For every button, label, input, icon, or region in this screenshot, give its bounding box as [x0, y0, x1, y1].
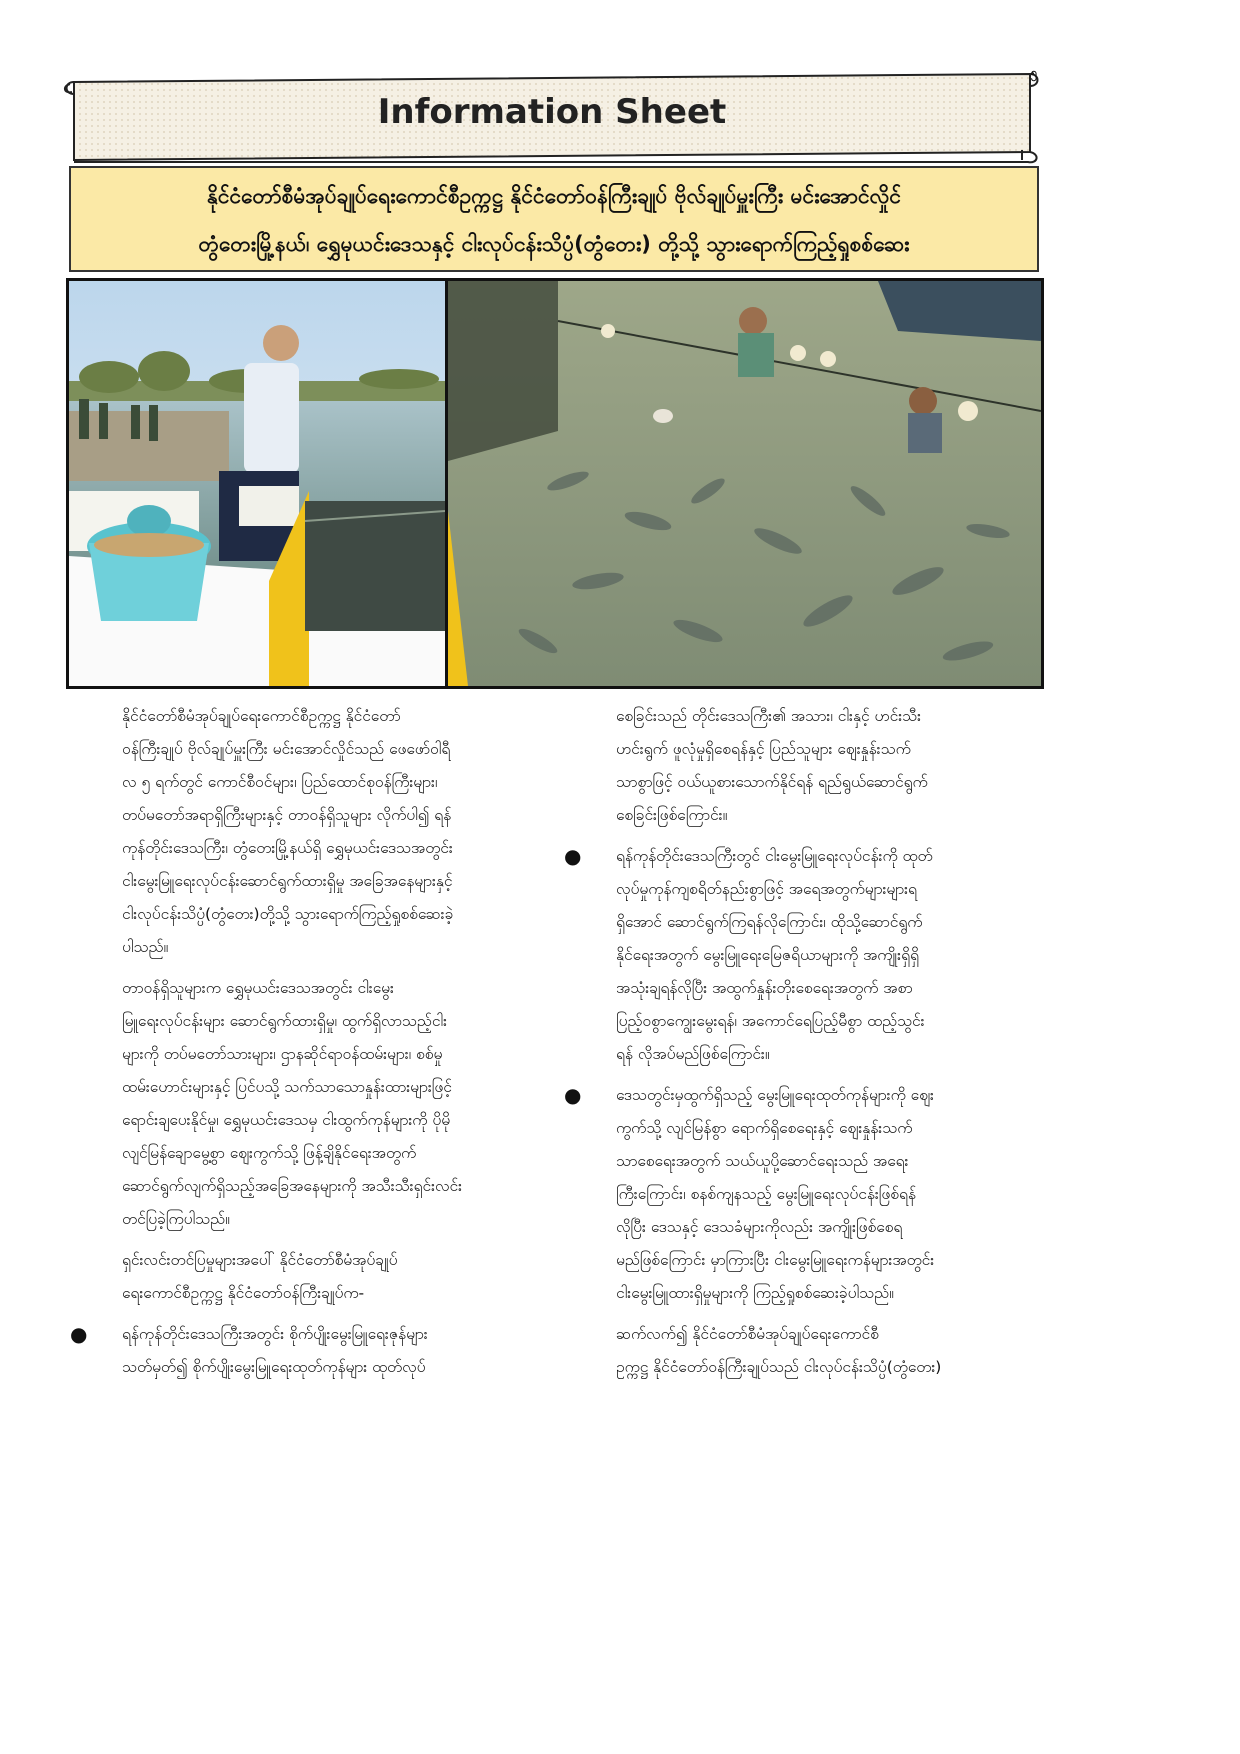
text-line: ရှိအောင် ဆောင်ရွက်ကြရန်လိုကြောင်း၊ ထိုသို့ဆောင်ရွက် — [616, 913, 923, 931]
bullet-item-2-text — [616, 840, 1038, 1071]
text-line: ဟင်းရွက် ဖူလုံမှုရှိစေရန်နှင့် ပြည်သူများ ဈေးနှုန်းသက် — [616, 740, 911, 758]
text-line: ကြီးကြောင်း၊ စနစ်ကျနသည့် မွေးမြူရေးလုပ်ငန်းဖြစ်ရန် — [616, 1185, 916, 1203]
paragraph-intro — [66, 700, 548, 964]
text-line: လ ၅ ရက်တွင် ကောင်စီဝင်များ၊ ပြည်ထောင်စုဝန်ကြီးများ၊ — [122, 773, 438, 791]
bullet-item-2 — [560, 840, 1038, 1071]
page-number: ၅ — [1030, 66, 1038, 79]
headline-line-1: နိုင်ငံတော်စီမံအုပ်ချုပ်ရေးကောင်စီဥက္ကဋ္ဌ နိုင်ငံတော်ဝန်ကြီးချုပ် ဗိုလ်ချုပ်မှူးကြီး မင်းအောင်လှိုင် — [206, 184, 901, 208]
text-line: ဆက်လက်၍ နိုင်ငံတော်စီမံအုပ်ချုပ်ရေးကောင်စီ — [616, 1325, 879, 1343]
text-line: ဆောင်ရွက်လျက်ရှိသည့်အခြေအနေများကို အသီးသီးရှင်းလင်း — [122, 1177, 463, 1195]
text-line: ရန်ကုန်တိုင်းဒေသကြီးအတွင်း စိုက်ပျိုးမွေးမြူရေးဇုန်များ — [122, 1325, 428, 1343]
title-banner — [60, 70, 1044, 166]
text-line: ရေးကောင်စီဥက္ကဋ္ဌ နိုင်ငံတော်ဝန်ကြီးချုပ်က- — [122, 1284, 365, 1302]
text-line: လုပ်မှုကုန်ကျစရိတ်နည်းစွာဖြင့် အရေအတွက်များများရ — [616, 880, 917, 898]
text-line: ဥက္ကဋ္ဌ နိုင်ငံတော်ဝန်ကြီးချုပ်သည် ငါးလုပ်ငန်းသိပ္ပံ(တွံတေး) — [616, 1358, 942, 1376]
text-line: ရောင်းချပေးနိုင်မှု၊ ရွှေမုယင်းဒေသမှ ငါးထွက်ကုန်များကို ပိုမို — [122, 1111, 451, 1129]
text-line: တာဝန်ရှိသူများက ရွှေမုယင်းဒေသအတွင်း ငါးမွေး — [122, 979, 394, 997]
page-title: Information Sheet — [377, 92, 727, 132]
text-line: ကုန်တိုင်းဒေသကြီး၊ တွံတေးမြို့နယ်ရှိ ရွှေမုယင်းဒေသအတွင်း — [122, 839, 453, 857]
text-line: ပါသည်။ — [122, 938, 169, 956]
text-line: သတ်မှတ်၍ စိုက်ပျိုးမွေးမြူရေးထုတ်ကုန်များ ထုတ်လုပ် — [122, 1358, 426, 1376]
text-line: ရန် လိုအပ်မည်ဖြစ်ကြောင်း။ — [616, 1045, 770, 1063]
paragraph-closing — [560, 1318, 1038, 1384]
fishermen-netting-fish-photo — [448, 281, 1041, 686]
text-line: နိုင်ငံတော်စီမံအုပ်ချုပ်ရေးကောင်စီဥက္ကဋ္ဌ နိုင်ငံတော် — [122, 707, 401, 725]
photo-strip — [66, 278, 1044, 689]
headline-line-2: တွံတေးမြို့နယ်၊ ရွှေမုယင်းဒေသနှင့် ငါးလုပ်ငန်းသိပ္ပံ(တွံတေး) တို့သို့ သွားရောက်ကြည့်ရှုစစ်ဆေး — [198, 232, 910, 256]
body-column-left — [66, 700, 548, 1392]
text-line: စေခြင်းဖြစ်ကြောင်း။ — [616, 806, 728, 824]
text-line: မြူရေးလုပ်ငန်းများ ဆောင်ရွက်ထားရှိမှု၊ ထွက်ရှိလာသည့်ငါး — [122, 1012, 448, 1030]
text-line: ကွက်သို့ လျင်မြန်စွာ ရောက်ရှိစေရေးနှင့် ဈေးနှုန်းသက် — [616, 1119, 913, 1137]
text-line: ပြည့်ဝစွာကျွေးမွေးရန်၊ အကောင်ရေပြည့်မီစွာ ထည့်သွင်း — [616, 1012, 925, 1030]
text-line: လျင်မြန်ချောမွေ့စွာ ဈေးကွက်သို့ ဖြန့်ချိနိုင်ရေးအတွက် — [122, 1144, 417, 1162]
text-line: တင်ပြခဲ့ကြပါသည်။ — [122, 1210, 230, 1228]
text-line: အသုံးချရန်လိုပြီး အထွက်နှုန်းတိုးစေရေးအတွက် အစာ — [616, 979, 913, 997]
text-line: သာစွာဖြင့် ဝယ်ယူစားသောက်နိုင်ရန် ရည်ရွယ်ဆောင်ရွက် — [616, 773, 928, 791]
text-line: ထမ်းဟောင်းများနှင့် ပြင်ပသို့ သက်သာသောနှုန်းထားများဖြင့် — [122, 1078, 452, 1096]
text-line: စေခြင်းသည် တိုင်းဒေသကြီး၏ အသား၊ ငါးနှင့် ဟင်းသီး — [616, 707, 922, 725]
text-line: ငါးမွေးမြူထားရှိမှုများကို ကြည့်ရှုစစ်ဆေးခဲ့ပါသည်။ — [616, 1284, 894, 1302]
bullet-dot-icon: ● — [564, 1083, 582, 1107]
text-line: မည်ဖြစ်ကြောင်း မှာကြားပြီး ငါးမွေးမြူရေးကန်များအတွင်း — [616, 1251, 935, 1269]
bullet-item-3 — [560, 1079, 1038, 1310]
text-line: ငါးလုပ်ငန်းသိပ္ပံ(တွံတေး)တို့သို့ သွားရောက်ကြည့်ရှုစစ်ဆေးခဲ့ — [122, 905, 454, 923]
paragraph-briefing — [66, 972, 548, 1236]
text-line: များကို တပ်မတော်သားများ၊ ဌာနဆိုင်ရာဝန်ထမ်းများ၊ စစ်မှု — [122, 1045, 443, 1063]
bullet-item-1 — [66, 1318, 548, 1384]
bullet-dot-icon: ● — [564, 844, 582, 868]
text-line: သာစေရေးအတွက် သယ်ယူပို့ဆောင်ရေးသည် အရေး — [616, 1152, 909, 1170]
leader-inspecting-fish-pond-photo — [69, 281, 445, 686]
text-line: ရှင်းလင်းတင်ပြမှုများအပေါ် နိုင်ငံတော်စီမံအုပ်ချုပ် — [122, 1251, 398, 1269]
text-line: ရန်ကုန်တိုင်းဒေသကြီးတွင် ငါးမွေးမြူရေးလုပ်ငန်းကို ထုတ် — [616, 847, 933, 865]
text-line: ဒေသတွင်းမှထွက်ရှိသည့် မွေးမြူရေးထုတ်ကုန်များကို ဈေး — [616, 1086, 934, 1104]
text-line: ငါးမွေးမြူရေးလုပ်ငန်းဆောင်ရွက်ထားရှိမှု အခြေအနေများနှင့် — [122, 872, 453, 890]
text-line: တပ်မတော်အရာရှိကြီးများနှင့် တာဝန်ရှိသူများ လိုက်ပါ၍ ရန် — [122, 806, 452, 824]
paragraph-response — [66, 1244, 548, 1310]
text-line: လိုပြီး ဒေသနှင့် ဒေသခံများကိုလည်း အကျိုးဖြစ်စေရ — [616, 1218, 903, 1236]
text-line: ဝန်ကြီးချုပ် ဗိုလ်ချုပ်မှူးကြီး မင်းအောင်လှိုင်သည် ဖေဖော်ဝါရီ — [122, 740, 451, 758]
bullet-item-3-text — [616, 1079, 1038, 1310]
bullet-item-1-continued — [560, 700, 1038, 832]
text-line: နိုင်ရေးအတွက် မွေးမြူရေးမြေဇရိယာများကို အကျိုးရှိရှိ — [616, 946, 919, 964]
bullet-dot-icon: ● — [70, 1322, 88, 1346]
bullet-item-1-text — [122, 1318, 548, 1384]
body-column-right — [560, 700, 1038, 1392]
headline-box — [69, 166, 1039, 272]
